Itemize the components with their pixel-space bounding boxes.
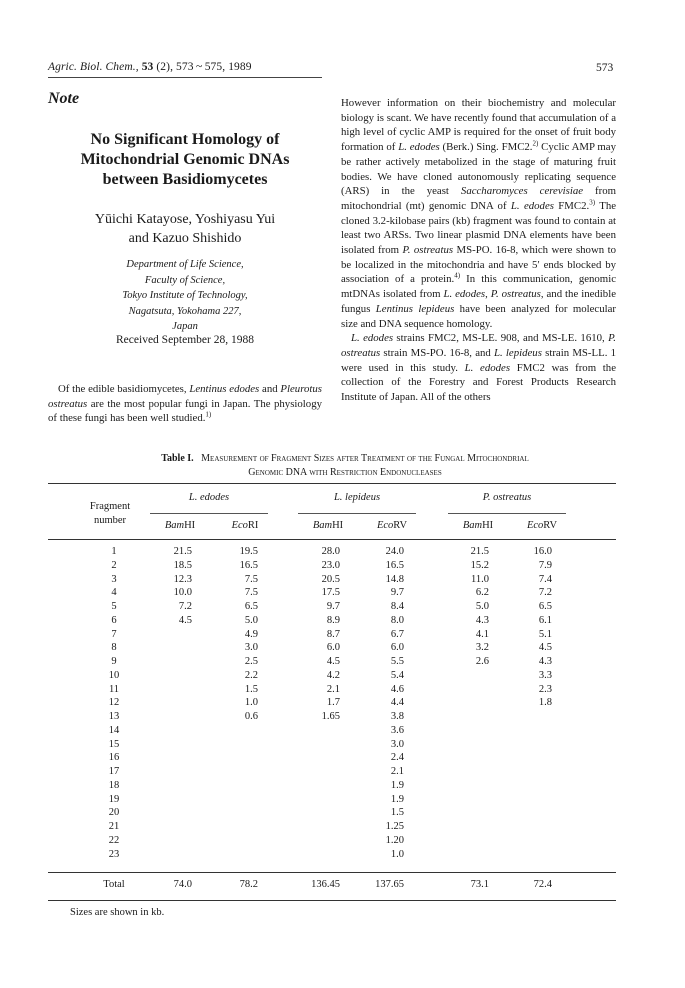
table-cell: 14.8	[385, 573, 404, 585]
fragment-number: 16	[108, 752, 120, 764]
table-cell: 1.0	[390, 848, 404, 860]
table-cell: 7.9	[538, 559, 552, 571]
table-cell: 5.0	[475, 601, 489, 612]
table-cell: 1.9	[390, 793, 404, 805]
fragment-number: 2	[111, 559, 117, 571]
total-value: 73.1	[470, 879, 489, 890]
table-cell: 1.65	[321, 711, 340, 722]
table-cell: 4.5	[538, 642, 552, 654]
table-cell: 1.25	[385, 821, 404, 832]
reference-marker[interactable]: 1)	[205, 410, 212, 419]
table-cell: 7.5	[244, 587, 258, 599]
table-cell: 28.0	[321, 546, 340, 557]
table-cell: 2.1	[326, 683, 340, 695]
body-paragraph: However information on their biochemistry and molecular biology is scant. We have recently found that accumulation of a high level of cyclic AMP is required for the onset of fruit body formation of L. edodes (Berk.) Sing. FMC2.$^{2)}$ Cyclic AMP may be rather actively metabolized in the stage of maturing fruit bodies. We have cloned autonomously replicating sequence (ARS) in the yeast Saccharomyces cerevisiae from mitochondrial (mt) genomic DNA of L. edodes FMC2.$^{3)}$ The cloned 3.2-kilobase pairs (kb) fragment was found to contain at least two ARSs. Two linear plasmid DNA elements have been isolated from P. ostreatus MS-PO. 16-8, which were shown to be localized in the mitochondria and have 5′ ends blocked by association of a protein.$^{4)}$ In this communication, genomic mtDNAs isolated from L. edodes, P. ostreatus, and the inedible fungus Lentinus lepideus have been analyzed for molecular size and DNA sequence homology.	[341, 97, 617, 330]
table-cell: 4.9	[244, 628, 258, 640]
header-rule	[48, 77, 322, 78]
body-paragraph: Of the edible basidiomycetes, Lentinus edodes and Pleurotus ostreatus are the most popular fungi in Japan. The physiology of these fungi has been well studied.$^{1)}$	[48, 383, 322, 425]
author-list	[48, 210, 322, 248]
table-cell: 8.4	[390, 601, 404, 612]
fragment-number: 7	[111, 628, 117, 640]
table-cell: 11.0	[471, 573, 489, 585]
total-value: 136.45	[311, 879, 340, 890]
row-header-line: number	[93, 515, 127, 526]
table-cell: 12.3	[173, 573, 192, 585]
table-cell: 16.0	[533, 546, 552, 557]
caption-line: Genomic DNA with Restriction Endonucleases	[248, 467, 442, 478]
fragment-number: 15	[108, 738, 120, 750]
title-line: Mitochondrial Genomic DNAs	[80, 151, 290, 168]
table-cell: 2.6	[475, 656, 489, 667]
table-cell: 3.8	[390, 711, 404, 722]
table-cell: 16.5	[239, 559, 258, 571]
fragment-number: 5	[111, 601, 117, 612]
table-cell: 5.5	[390, 656, 404, 667]
table-cell: 8.0	[390, 614, 404, 626]
fragment-number: 21	[108, 821, 120, 832]
table-cell: 2.1	[390, 766, 404, 777]
fragment-number: 22	[108, 834, 120, 846]
fragment-number: 6	[111, 614, 117, 626]
species-header: P. ostreatus	[482, 492, 532, 503]
table-cell: 15.2	[470, 559, 489, 571]
table-cell: 3.6	[390, 724, 404, 736]
fragment-number: 20	[108, 807, 120, 819]
fragment-number: 11	[108, 683, 120, 695]
table-cell: 1.8	[538, 697, 552, 709]
fragment-number: 10	[108, 669, 120, 681]
table-cell: 4.1	[475, 628, 489, 640]
title-line: between Basidiomycetes	[102, 171, 268, 188]
enzyme-header: EcoRV	[376, 520, 408, 531]
fragment-number: 17	[108, 766, 120, 777]
table-cell: 7.5	[244, 573, 258, 585]
table-cell: 23.0	[321, 559, 340, 571]
fragment-number: 13	[108, 711, 120, 722]
affiliation-line: Japan	[172, 321, 198, 332]
table-cell: 16.5	[385, 559, 404, 571]
row-header	[80, 500, 140, 528]
table-cell: 9.7	[390, 587, 404, 599]
table-cell: 1.7	[326, 697, 340, 709]
authors-line: and Kazuo Shishido	[128, 231, 242, 246]
title-line: No Significant Homology of	[90, 131, 280, 148]
table-cell: 6.7	[390, 628, 404, 640]
table-cell: 4.3	[538, 656, 552, 667]
table-cell: 4.4	[390, 697, 404, 709]
table-cell: 6.1	[538, 614, 552, 626]
table-cell: 6.2	[475, 587, 489, 599]
enzyme-header: BamHI	[312, 520, 344, 531]
fragment-number: 9	[111, 656, 117, 667]
table-total-rule	[48, 872, 616, 873]
reference-marker[interactable]: 3)	[589, 198, 596, 207]
table-cell: 8.7	[326, 628, 340, 640]
total-value: 72.4	[533, 879, 552, 890]
enzyme-header: BamHI	[164, 520, 196, 531]
table-header-rule	[48, 539, 616, 540]
table-cell: 6.0	[326, 642, 340, 654]
table-cell: 1.20	[385, 834, 404, 846]
species-header: L. edodes	[188, 492, 230, 503]
fragment-number: 18	[108, 779, 120, 791]
table-cell: 3.2	[475, 642, 489, 654]
total-label: Total	[103, 879, 125, 890]
table-cell: 5.4	[390, 669, 404, 681]
running-head	[48, 61, 252, 73]
table-footnote: Sizes are shown in kb.	[70, 907, 165, 918]
species-rule-p-ostreatus	[448, 513, 566, 514]
table-cell: 4.5	[178, 614, 192, 626]
article-type-label: Note	[48, 90, 80, 107]
table-cell: 17.5	[321, 587, 340, 599]
affiliation-line: Tokyo Institute of Technology,	[122, 290, 248, 301]
journal-volume: 53	[141, 61, 154, 73]
table-label: Table I.	[161, 453, 194, 464]
affiliation-line: Faculty of Science,	[144, 274, 226, 286]
page-number: 573	[596, 62, 614, 74]
table-cell: 1.9	[390, 779, 404, 791]
body-paragraph: L. edodes strains FMC2, MS-LE. 908, and MS-LE. 1610, P. ostreatus strain MS-PO. 16-8, and L. lepideus strain MS-LL. 1 were used in this study. L. edodes FMC2 was from the collection of the Forestry and Forest Products Research Institute of Japan. All of the others	[341, 332, 617, 404]
species-rule-l-lepideus	[298, 513, 416, 514]
species-header: L. lepideus	[333, 492, 381, 503]
table-cell: 3.0	[244, 642, 258, 654]
table-cell: 18.5	[173, 559, 192, 571]
table-cell: 6.5	[244, 601, 258, 612]
article-title	[48, 130, 322, 190]
reference-marker[interactable]: 2)	[532, 139, 539, 148]
table-cell: 8.9	[326, 614, 340, 626]
table-cell: 7.2	[178, 601, 192, 612]
enzyme-header: EcoRV	[526, 520, 558, 531]
fragment-number: 12	[108, 697, 120, 709]
table-cell: 6.5	[538, 601, 552, 612]
caption-line: Measurement of Fragment Sizes after Treatment of the Fungal Mitochondrial	[201, 453, 529, 464]
table-cell: 4.3	[475, 614, 489, 626]
affiliation-line: Nagatsuta, Yokohama 227,	[128, 305, 242, 317]
table-cell: 3.0	[390, 738, 404, 750]
table-cell: 2.4	[390, 752, 404, 764]
table-cell: 4.2	[326, 669, 340, 681]
table-cell: 7.4	[538, 573, 552, 585]
body-right-column	[341, 96, 616, 405]
authors-line: Yūichi Katayose, Yoshiyasu Yui	[94, 212, 276, 227]
fragment-number: 19	[108, 793, 120, 805]
journal-issue-pages: (2), 573 ~ 575, 1989	[156, 61, 252, 73]
table-cell: 2.2	[244, 669, 258, 681]
table-cell: 0.6	[244, 711, 258, 722]
table-cell: 20.5	[321, 573, 340, 585]
table-cell: 6.0	[390, 642, 404, 654]
body-left-column	[48, 382, 322, 426]
table-cell: 1.0	[244, 697, 258, 709]
table-cell: 9.7	[326, 601, 340, 612]
table-cell: 21.5	[173, 546, 192, 557]
table-cell: 2.5	[244, 656, 258, 667]
table-cell: 3.3	[538, 669, 552, 681]
affiliation	[48, 257, 322, 335]
table-cell: 2.3	[538, 683, 552, 695]
table-cell: 1.5	[244, 683, 258, 695]
fragment-number: 4	[111, 587, 117, 599]
fragment-number: 3	[111, 573, 117, 585]
table-top-rule	[48, 483, 616, 484]
table-caption	[60, 452, 630, 480]
table-cell: 19.5	[239, 546, 258, 557]
table-cell: 5.1	[538, 628, 552, 640]
table-cell: 5.0	[244, 614, 258, 626]
fragment-number: 1	[111, 546, 117, 557]
journal-name: Agric. Biol. Chem.,	[48, 61, 139, 73]
table-cell: 7.2	[538, 587, 552, 599]
total-value: 78.2	[239, 879, 258, 890]
reference-marker[interactable]: 4)	[454, 271, 461, 280]
table-cell: 24.0	[385, 546, 404, 557]
enzyme-header: BamHI	[462, 520, 494, 531]
table-cell: 4.6	[390, 683, 404, 695]
table-cell: 21.5	[470, 546, 489, 557]
fragment-number: 8	[111, 642, 117, 654]
total-value: 137.65	[375, 879, 404, 890]
fragment-number: 23	[108, 848, 120, 860]
fragment-number: 14	[108, 724, 120, 736]
total-value: 74.0	[173, 879, 192, 890]
row-header-line: Fragment	[89, 501, 131, 512]
enzyme-header: EcoRI	[231, 520, 259, 531]
affiliation-line: Department of Life Science,	[126, 259, 244, 270]
table-cell: 1.5	[390, 807, 404, 819]
received-date: Received September 28, 1988	[116, 334, 254, 346]
table-bottom-rule	[48, 900, 616, 901]
species-rule-l-edodes	[150, 513, 268, 514]
table-cell: 4.5	[326, 656, 340, 667]
table-cell: 10.0	[173, 587, 192, 599]
